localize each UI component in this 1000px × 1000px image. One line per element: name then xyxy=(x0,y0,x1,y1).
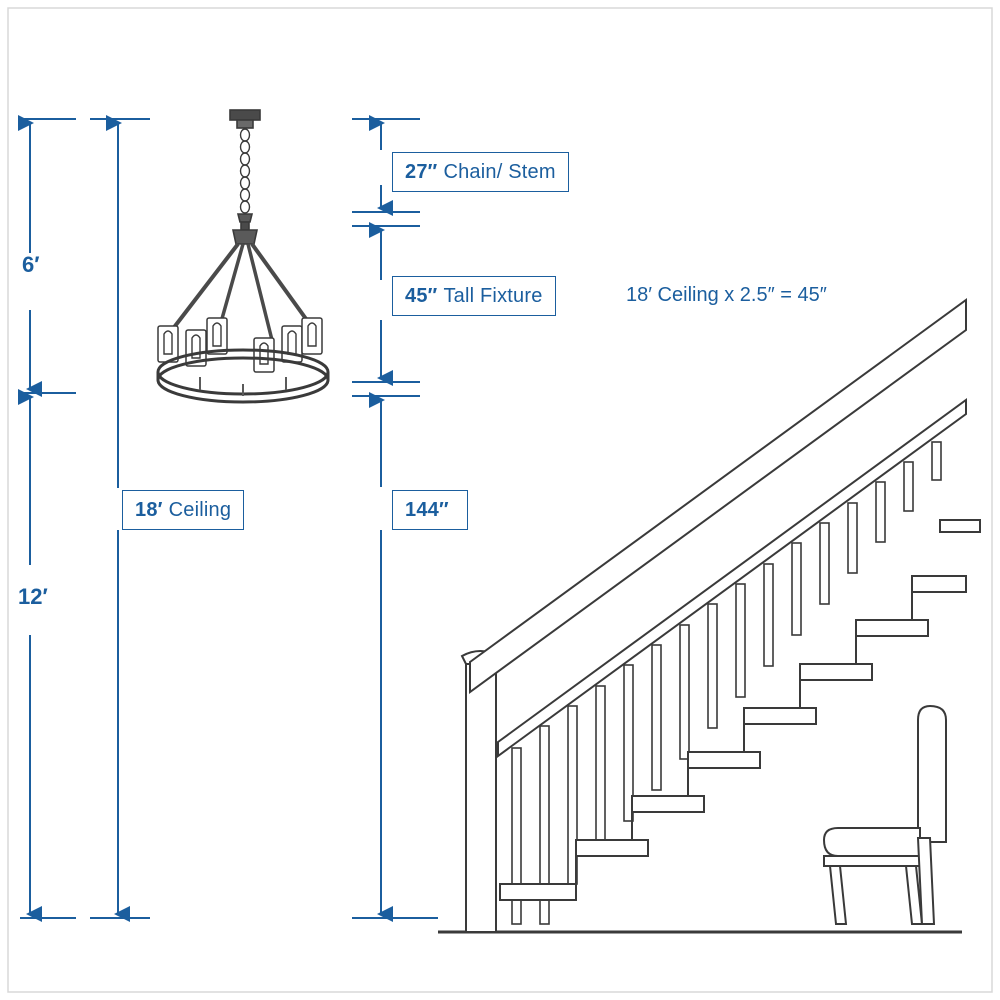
formula-note: 18′ Ceiling x 2.5″ = 45″ xyxy=(626,284,827,306)
left-axis-lower-label: 12′ xyxy=(18,584,48,609)
ceiling-value: 18′ xyxy=(135,498,163,521)
chain-stem-label xyxy=(392,152,569,192)
chandelier-fixture xyxy=(158,110,328,402)
chain-stem-text: Chain/ Stem xyxy=(443,160,556,183)
ceiling-text: Ceiling xyxy=(168,498,232,521)
left-axis-group xyxy=(20,119,76,918)
tall-fixture-label xyxy=(392,276,556,316)
clearance-value: 144″ xyxy=(405,498,449,521)
clearance-label xyxy=(392,490,468,530)
tall-fixture-text: Tall Fixture xyxy=(443,284,543,307)
ceiling-label xyxy=(122,490,244,530)
left-axis-upper-label: 6′ xyxy=(22,252,40,277)
dining-chair xyxy=(824,706,946,924)
chain-stem-value: 27″ xyxy=(405,160,438,183)
tall-fixture-value: 45″ xyxy=(405,284,438,307)
